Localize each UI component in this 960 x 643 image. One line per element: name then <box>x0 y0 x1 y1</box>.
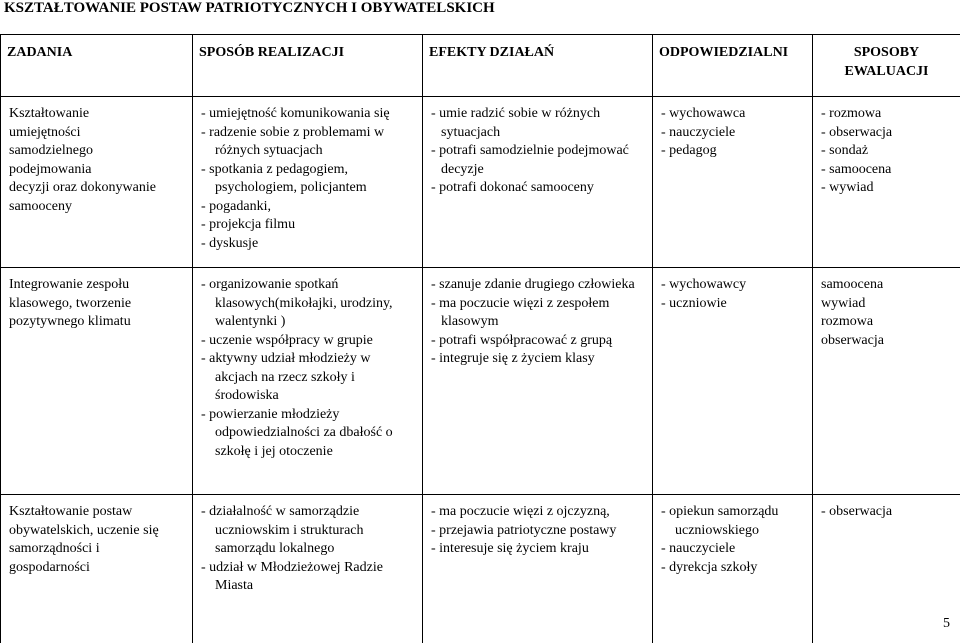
cell-line: umiejętności <box>9 124 186 143</box>
header-evaluation: SPOSOBY EWALUACJI <box>813 35 960 97</box>
cell-line: klasowego, tworzenie <box>9 295 186 314</box>
responsible-cell <box>653 495 813 643</box>
cell-line: - obserwacja <box>821 124 954 143</box>
cell-line: Integrowanie zespołu <box>9 276 186 295</box>
cell-line: - dyrekcja szkoły <box>661 559 806 578</box>
cell-line: - aktywny udział młodzieży w akcjach na rzecz szkoły i środowiska <box>201 350 416 406</box>
table-row <box>1 495 960 643</box>
cell-line: - umiejętność komunikowania się <box>201 105 416 124</box>
effects-cell <box>423 495 653 643</box>
header-effects: EFEKTY DZIAŁAŃ <box>423 35 653 97</box>
cell-line: - radzenie sobie z problemami w różnych sytuacjach <box>201 124 416 161</box>
task-cell <box>1 268 193 495</box>
cell-line: wywiad <box>821 295 954 314</box>
cell-line: pozytywnego klimatu <box>9 313 186 332</box>
cell-line: - wywiad <box>821 179 954 198</box>
cell-line: - ma poczucie więzi z zespołem klasowym <box>431 295 646 332</box>
cell-line: Kształtowanie <box>9 105 186 124</box>
cell-line: decyzji oraz dokonywanie <box>9 179 186 198</box>
cell-line: - umie radzić sobie w różnych sytuacjach <box>431 105 646 142</box>
header-responsible: ODPOWIEDZIALNI <box>653 35 813 97</box>
task-cell <box>1 97 193 268</box>
cell-line: - pedagog <box>661 142 806 161</box>
evaluation-cell <box>813 495 960 643</box>
evaluation-cell <box>813 97 960 268</box>
cell-line: - przejawia patriotyczne postawy <box>431 522 646 541</box>
cell-line: samoocena <box>821 276 954 295</box>
cell-line: - spotkania z pedagogiem, psychologiem, policjantem <box>201 161 416 198</box>
cell-line: - powierzanie młodzieży odpowiedzialności za dbałość o szkołę i jej otoczenie <box>201 406 416 462</box>
cell-line: - wychowawca <box>661 105 806 124</box>
header-row <box>1 35 960 97</box>
effects-cell <box>423 268 653 495</box>
cell-line: obserwacja <box>821 332 954 351</box>
page-number: 5 <box>943 616 950 632</box>
effects-cell <box>423 97 653 268</box>
cell-line: - projekcja filmu <box>201 216 416 235</box>
cell-line: - działalność w samorządzie uczniowskim i strukturach samorządu lokalnego <box>201 503 416 559</box>
cell-line: - potrafi dokonać samooceny <box>431 179 646 198</box>
responsible-cell <box>653 268 813 495</box>
cell-line: - opiekun samorządu uczniowskiego <box>661 503 806 540</box>
cell-line: samodzielnego <box>9 142 186 161</box>
cell-line: - organizowanie spotkań klasowych(mikołajki, urodziny, walentynki ) <box>201 276 416 332</box>
method-cell <box>193 495 423 643</box>
cell-line: - integruje się z życiem klasy <box>431 350 646 369</box>
cell-line: - uczniowie <box>661 295 806 314</box>
cell-line: - obserwacja <box>821 503 954 522</box>
cell-line: - potrafi samodzielnie podejmować decyzje <box>431 142 646 179</box>
cell-line: Kształtowanie postaw <box>9 503 186 522</box>
cell-line: - szanuje zdanie drugiego człowieka <box>431 276 646 295</box>
cell-line: - potrafi współpracować z grupą <box>431 332 646 351</box>
method-cell <box>193 97 423 268</box>
cell-line: samooceny <box>9 198 186 217</box>
cell-line: - uczenie współpracy w grupie <box>201 332 416 351</box>
cell-line: - udział w Młodzieżowej Radzie Miasta <box>201 559 416 596</box>
table-row <box>1 268 960 495</box>
cell-line: - rozmowa <box>821 105 954 124</box>
cell-line: - nauczyciele <box>661 124 806 143</box>
cell-line: - interesuje się życiem kraju <box>431 540 646 559</box>
evaluation-cell <box>813 268 960 495</box>
cell-line: - pogadanki, <box>201 198 416 217</box>
cell-line: podejmowania <box>9 161 186 180</box>
method-cell <box>193 268 423 495</box>
cell-line: gospodarności <box>9 559 186 578</box>
cell-line: - wychowawcy <box>661 276 806 295</box>
header-tasks: ZADANIA <box>1 35 193 97</box>
cell-line: - dyskusje <box>201 235 416 254</box>
cell-line: - samoocena <box>821 161 954 180</box>
cell-line: obywatelskich, uczenie się <box>9 522 186 541</box>
cell-line: samorządności i <box>9 540 186 559</box>
cell-line: rozmowa <box>821 313 954 332</box>
cell-line: - sondaż <box>821 142 954 161</box>
cell-line: - nauczyciele <box>661 540 806 559</box>
task-cell <box>1 495 193 643</box>
page-title: KSZTAŁTOWANIE POSTAW PATRIOTYCZNYCH I OBYWATELSKICH <box>4 0 495 17</box>
plan-table <box>0 34 960 643</box>
cell-line: - ma poczucie więzi z ojczyzną, <box>431 503 646 522</box>
responsible-cell <box>653 97 813 268</box>
table-row <box>1 97 960 268</box>
header-method: SPOSÓB REALIZACJI <box>193 35 423 97</box>
